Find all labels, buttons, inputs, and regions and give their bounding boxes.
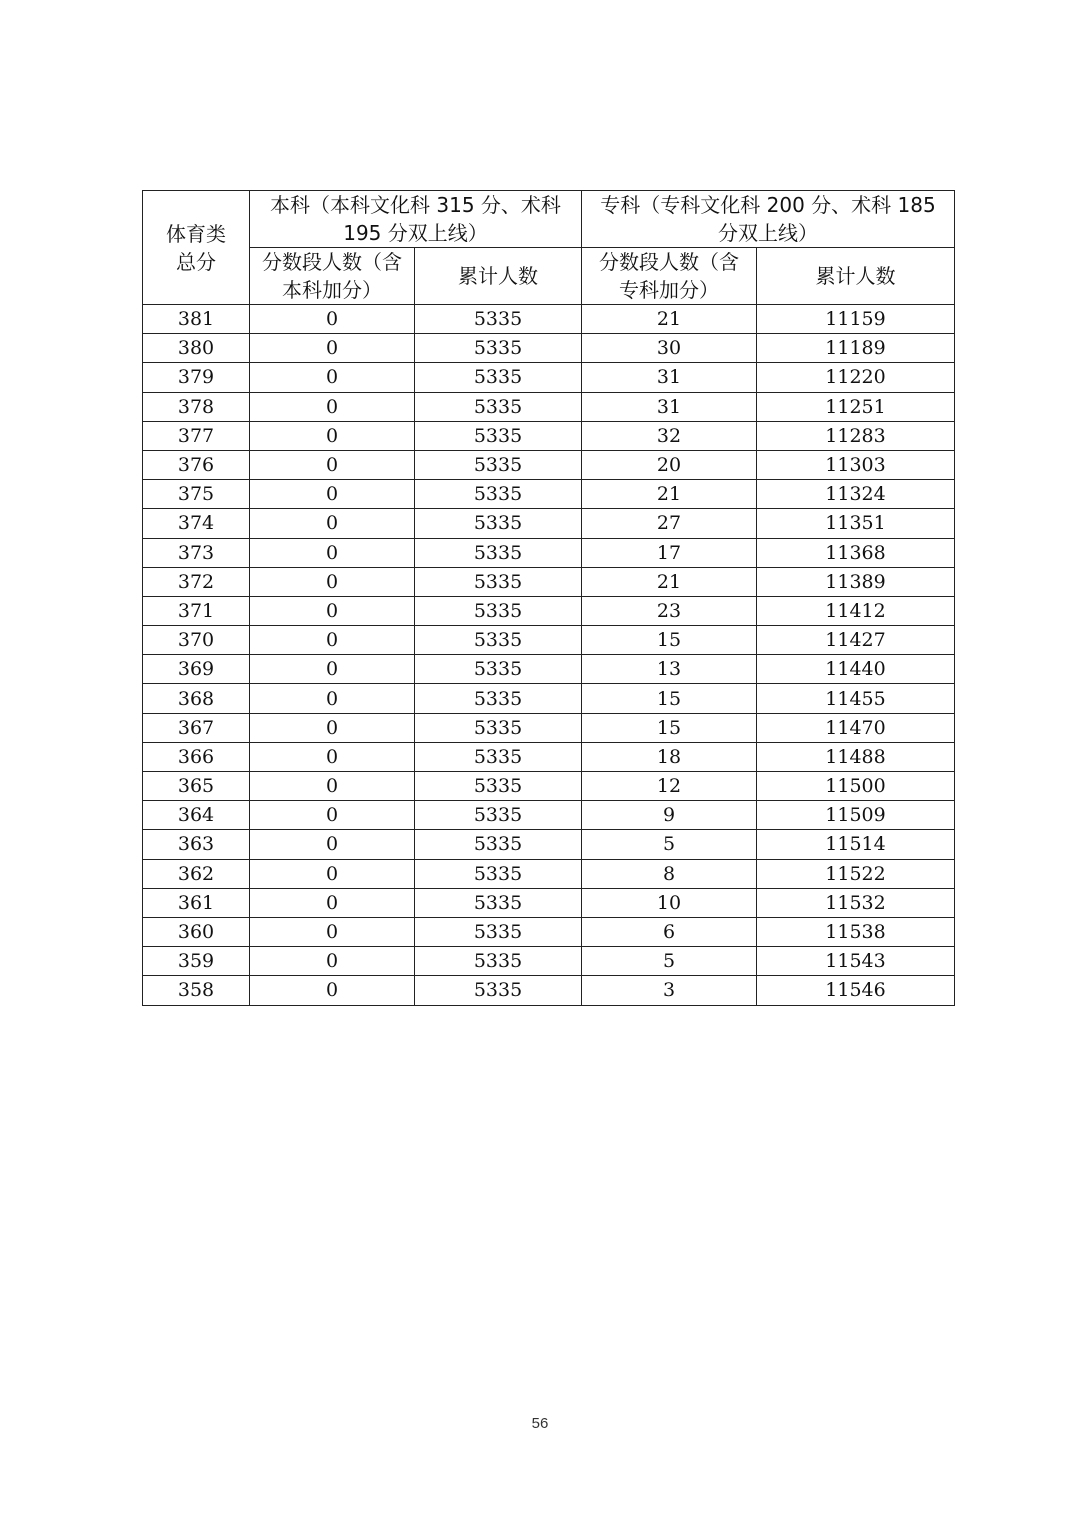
score-distribution-table xyxy=(142,190,955,1006)
junior-segment-cell: 5 xyxy=(582,947,757,976)
table-row xyxy=(143,596,955,625)
undergrad-cumulative-cell: 5335 xyxy=(415,450,582,479)
undergrad-segment-cell: 0 xyxy=(250,976,415,1005)
table-row xyxy=(143,538,955,567)
undergrad-segment-cell: 0 xyxy=(250,334,415,363)
score-cell: 376 xyxy=(143,450,250,479)
undergrad-segment-cell: 0 xyxy=(250,742,415,771)
junior-segment-cell: 17 xyxy=(582,538,757,567)
junior-cumulative-cell: 11368 xyxy=(757,538,955,567)
undergrad-segment-cell: 0 xyxy=(250,450,415,479)
junior-cumulative-cell: 11538 xyxy=(757,917,955,946)
junior-cumulative-cell: 11324 xyxy=(757,480,955,509)
junior-cumulative-cell: 11509 xyxy=(757,801,955,830)
table-row xyxy=(143,567,955,596)
undergrad-cumulative-cell: 5335 xyxy=(415,509,582,538)
undergrad-segment-cell: 0 xyxy=(250,626,415,655)
junior-cumulative-cell: 11522 xyxy=(757,859,955,888)
undergrad-segment-cell: 0 xyxy=(250,947,415,976)
junior-cumulative-cell: 11220 xyxy=(757,363,955,392)
junior-segment-cell: 27 xyxy=(582,509,757,538)
table-row xyxy=(143,450,955,479)
undergrad-segment-cell: 0 xyxy=(250,684,415,713)
junior-segment-cell: 15 xyxy=(582,713,757,742)
undergrad-segment-cell: 0 xyxy=(250,713,415,742)
undergrad-segment-cell: 0 xyxy=(250,801,415,830)
junior-cumulative-cell: 11546 xyxy=(757,976,955,1005)
undergrad-cumulative-cell: 5335 xyxy=(415,976,582,1005)
junior-segment-cell: 31 xyxy=(582,363,757,392)
score-cell: 375 xyxy=(143,480,250,509)
score-cell: 359 xyxy=(143,947,250,976)
table-row xyxy=(143,305,955,334)
junior-segment-cell: 13 xyxy=(582,655,757,684)
undergrad-segment-header: 分数段人数（含本科加分） xyxy=(250,248,415,305)
undergrad-segment-cell: 0 xyxy=(250,772,415,801)
junior-cumulative-cell: 11427 xyxy=(757,626,955,655)
score-cell: 365 xyxy=(143,772,250,801)
undergrad-cumulative-cell: 5335 xyxy=(415,917,582,946)
junior-cumulative-cell: 11470 xyxy=(757,713,955,742)
junior-segment-cell: 23 xyxy=(582,596,757,625)
score-cell: 372 xyxy=(143,567,250,596)
score-cell: 358 xyxy=(143,976,250,1005)
table-row xyxy=(143,509,955,538)
junior-cumulative-cell: 11303 xyxy=(757,450,955,479)
undergrad-cumulative-cell: 5335 xyxy=(415,713,582,742)
table-row xyxy=(143,684,955,713)
undergrad-cumulative-cell: 5335 xyxy=(415,392,582,421)
undergrad-segment-cell: 0 xyxy=(250,480,415,509)
score-cell: 379 xyxy=(143,363,250,392)
undergrad-segment-cell: 0 xyxy=(250,305,415,334)
junior-segment-cell: 10 xyxy=(582,888,757,917)
undergrad-cumulative-cell: 5335 xyxy=(415,305,582,334)
junior-cumulative-cell: 11412 xyxy=(757,596,955,625)
undergrad-segment-cell: 0 xyxy=(250,392,415,421)
table-row xyxy=(143,334,955,363)
junior-cumulative-cell: 11251 xyxy=(757,392,955,421)
undergrad-segment-cell: 0 xyxy=(250,917,415,946)
undergrad-segment-cell: 0 xyxy=(250,567,415,596)
junior-segment-cell: 21 xyxy=(582,305,757,334)
junior-cumulative-cell: 11389 xyxy=(757,567,955,596)
junior-cumulative-header: 累计人数 xyxy=(757,248,955,305)
junior-cumulative-cell: 11500 xyxy=(757,772,955,801)
score-cell: 371 xyxy=(143,596,250,625)
junior-cumulative-cell: 11159 xyxy=(757,305,955,334)
junior-cumulative-cell: 11488 xyxy=(757,742,955,771)
junior-cumulative-cell: 11514 xyxy=(757,830,955,859)
junior-segment-cell: 18 xyxy=(582,742,757,771)
junior-segment-cell: 9 xyxy=(582,801,757,830)
undergrad-segment-cell: 0 xyxy=(250,888,415,917)
undergrad-segment-cell: 0 xyxy=(250,859,415,888)
junior-segment-cell: 21 xyxy=(582,480,757,509)
table-row xyxy=(143,976,955,1005)
table-row xyxy=(143,801,955,830)
undergrad-cumulative-cell: 5335 xyxy=(415,772,582,801)
undergrad-cumulative-header: 累计人数 xyxy=(415,248,582,305)
table-row xyxy=(143,859,955,888)
junior-cumulative-cell: 11532 xyxy=(757,888,955,917)
junior-cumulative-cell: 11440 xyxy=(757,655,955,684)
junior-cumulative-cell: 11351 xyxy=(757,509,955,538)
junior-cumulative-cell: 11189 xyxy=(757,334,955,363)
table-row xyxy=(143,480,955,509)
score-cell: 378 xyxy=(143,392,250,421)
undergrad-cumulative-cell: 5335 xyxy=(415,947,582,976)
score-cell: 377 xyxy=(143,421,250,450)
score-cell: 374 xyxy=(143,509,250,538)
score-cell: 380 xyxy=(143,334,250,363)
undergrad-cumulative-cell: 5335 xyxy=(415,830,582,859)
score-cell: 373 xyxy=(143,538,250,567)
undergrad-segment-cell: 0 xyxy=(250,509,415,538)
score-cell: 369 xyxy=(143,655,250,684)
table-row xyxy=(143,830,955,859)
undergrad-cumulative-cell: 5335 xyxy=(415,801,582,830)
table-row xyxy=(143,363,955,392)
undergrad-cumulative-cell: 5335 xyxy=(415,888,582,917)
score-cell: 381 xyxy=(143,305,250,334)
undergrad-cumulative-cell: 5335 xyxy=(415,859,582,888)
table-body xyxy=(143,305,955,1006)
junior-cumulative-cell: 11543 xyxy=(757,947,955,976)
undergrad-cumulative-cell: 5335 xyxy=(415,421,582,450)
undergrad-cumulative-cell: 5335 xyxy=(415,567,582,596)
undergrad-cumulative-cell: 5335 xyxy=(415,655,582,684)
score-cell: 363 xyxy=(143,830,250,859)
junior-segment-cell: 32 xyxy=(582,421,757,450)
undergrad-cumulative-cell: 5335 xyxy=(415,363,582,392)
junior-segment-cell: 12 xyxy=(582,772,757,801)
table-row xyxy=(143,392,955,421)
score-cell: 367 xyxy=(143,713,250,742)
table-row xyxy=(143,655,955,684)
undergrad-cumulative-cell: 5335 xyxy=(415,596,582,625)
junior-segment-cell: 6 xyxy=(582,917,757,946)
score-cell: 360 xyxy=(143,917,250,946)
undergrad-segment-cell: 0 xyxy=(250,596,415,625)
junior-segment-cell: 30 xyxy=(582,334,757,363)
score-cell: 362 xyxy=(143,859,250,888)
table-row xyxy=(143,713,955,742)
table-row xyxy=(143,626,955,655)
table-row xyxy=(143,772,955,801)
score-cell: 370 xyxy=(143,626,250,655)
undergrad-segment-cell: 0 xyxy=(250,830,415,859)
undergrad-cumulative-cell: 5335 xyxy=(415,538,582,567)
table-row xyxy=(143,947,955,976)
score-column-header: 体育类总分 xyxy=(143,191,250,305)
table-row xyxy=(143,917,955,946)
junior-segment-cell: 5 xyxy=(582,830,757,859)
score-cell: 368 xyxy=(143,684,250,713)
junior-segment-cell: 20 xyxy=(582,450,757,479)
undergrad-segment-cell: 0 xyxy=(250,421,415,450)
page-number: 56 xyxy=(531,1415,549,1432)
junior-segment-cell: 15 xyxy=(582,684,757,713)
junior-cumulative-cell: 11283 xyxy=(757,421,955,450)
table-row xyxy=(143,742,955,771)
score-cell: 364 xyxy=(143,801,250,830)
undergrad-cumulative-cell: 5335 xyxy=(415,334,582,363)
undergrad-segment-cell: 0 xyxy=(250,655,415,684)
table-row xyxy=(143,888,955,917)
score-cell: 366 xyxy=(143,742,250,771)
junior-segment-header: 分数段人数（含专科加分） xyxy=(582,248,757,305)
junior-group-header: 专科（专科文化科 200 分、术科 185 分双上线） xyxy=(582,191,955,248)
undergrad-cumulative-cell: 5335 xyxy=(415,480,582,509)
junior-segment-cell: 3 xyxy=(582,976,757,1005)
table-row xyxy=(143,421,955,450)
undergrad-segment-cell: 0 xyxy=(250,363,415,392)
junior-cumulative-cell: 11455 xyxy=(757,684,955,713)
undergrad-group-header: 本科（本科文化科 315 分、术科 195 分双上线） xyxy=(250,191,582,248)
junior-segment-cell: 15 xyxy=(582,626,757,655)
undergrad-cumulative-cell: 5335 xyxy=(415,684,582,713)
junior-segment-cell: 21 xyxy=(582,567,757,596)
undergrad-cumulative-cell: 5335 xyxy=(415,742,582,771)
junior-segment-cell: 8 xyxy=(582,859,757,888)
undergrad-cumulative-cell: 5335 xyxy=(415,626,582,655)
undergrad-segment-cell: 0 xyxy=(250,538,415,567)
score-cell: 361 xyxy=(143,888,250,917)
junior-segment-cell: 31 xyxy=(582,392,757,421)
